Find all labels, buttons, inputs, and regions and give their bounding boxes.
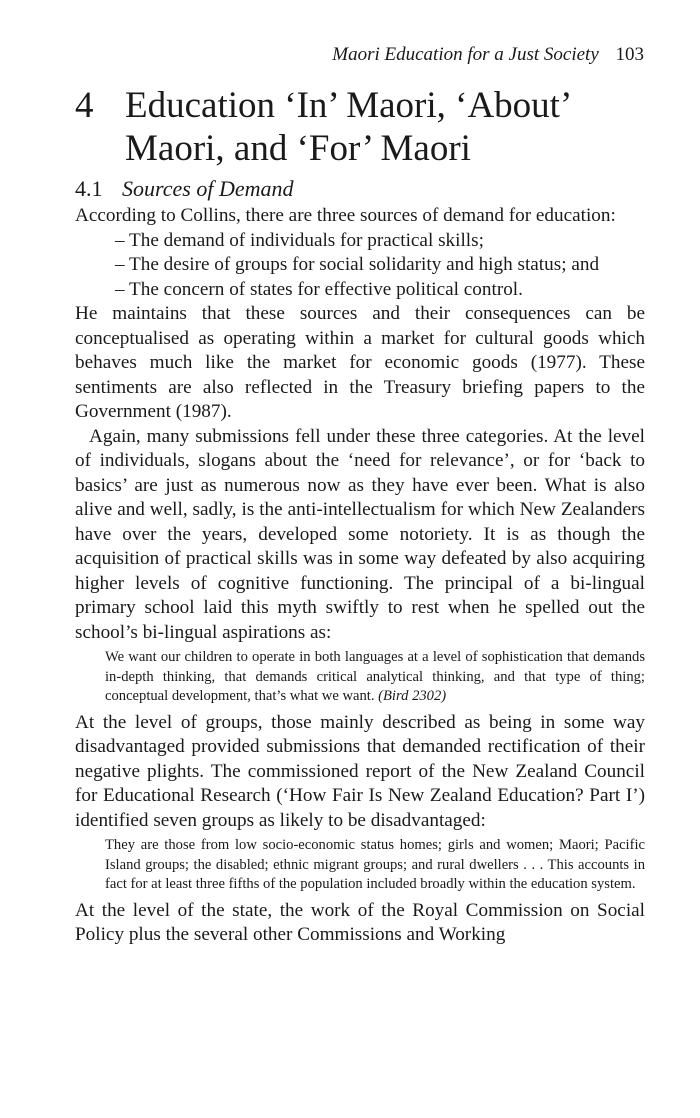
chapter-title: Education ‘In’ Maori, ‘About’ Maori, and ‘For’ Maori <box>125 85 570 169</box>
paragraph-submissions: Again, many submissions fell under these three categories. At the level of individuals, slogans about the ‘need for relevance’, or for ‘back to basics’ are just as numerous now as they have ever been. What is also alive and well, sadly, is the anti-intellectualism for which New Zealanders have over the years, developed some notoriety. It is as though the acquisition of practical skills was in some way defeated by also acquiring higher levels of cognitive functioning. The principal of a bi-lingual primary school laid this myth swiftly to rest when he spelled out the school’s bi-lingual aspirations as: <box>75 425 645 643</box>
chapter-heading <box>75 84 655 170</box>
running-head <box>332 44 644 66</box>
chapter-number: 4 <box>75 85 94 126</box>
quote-bird <box>105 648 645 707</box>
quote-bird-text: We want our children to operate in both languages at a level of sophistication that demands in-depth thinking, that demands critical analytical thinking, and that type of thing; conceptual development, that’s what we want. <box>105 649 645 704</box>
section-title: Sources of Demand <box>122 176 294 201</box>
section-heading <box>75 176 294 202</box>
page-number: 103 <box>615 44 644 65</box>
paragraph-collins: According to Collins, there are three sources of demand for education: <box>75 205 616 226</box>
list-item: – The desire of groups for social solidarity and high status; and <box>115 254 600 275</box>
demand-sources-list <box>75 229 645 303</box>
list-item: – The demand of individuals for practical skills; <box>115 229 484 251</box>
quote-nzcer-text: They are those from low socio-economic status homes; girls and women; Maori; Pacific Island groups; the disabled; ethnic migrant groups; and rural dwellers . . . This accounts in fact for at least three fifths of the population included broadly within the education system. <box>105 837 645 892</box>
quote-nzcer <box>105 836 645 895</box>
body-text <box>75 204 645 948</box>
quote-bird-citation: (Bird 2302) <box>378 688 447 704</box>
running-head-title: Maori Education for a Just Society <box>332 44 599 65</box>
paragraph-groups: At the level of groups, those mainly described as being in some way disadvantaged provided submissions that demanded rectification of their negative plights. The commissioned report of the New Zealand Council for Educational Research (‘How Fair Is New Zealand Education? Part I’) identified seven groups as likely to be disadvantaged: <box>75 711 645 831</box>
paragraph-state: At the level of the state, the work of the Royal Commission on Social Policy plus the several other Commissions and Working <box>75 899 645 945</box>
list-item: – The concern of states for effective political control. <box>115 278 523 300</box>
paragraph-market: He maintains that these sources and their consequences can be conceptualised as operating within a market for cultural goods which behaves much like the market for economic goods (1977). These sentiments are also reflected in the Treasury briefing papers to the Government (1987). <box>75 303 645 422</box>
section-number: 4.1 <box>75 176 103 201</box>
